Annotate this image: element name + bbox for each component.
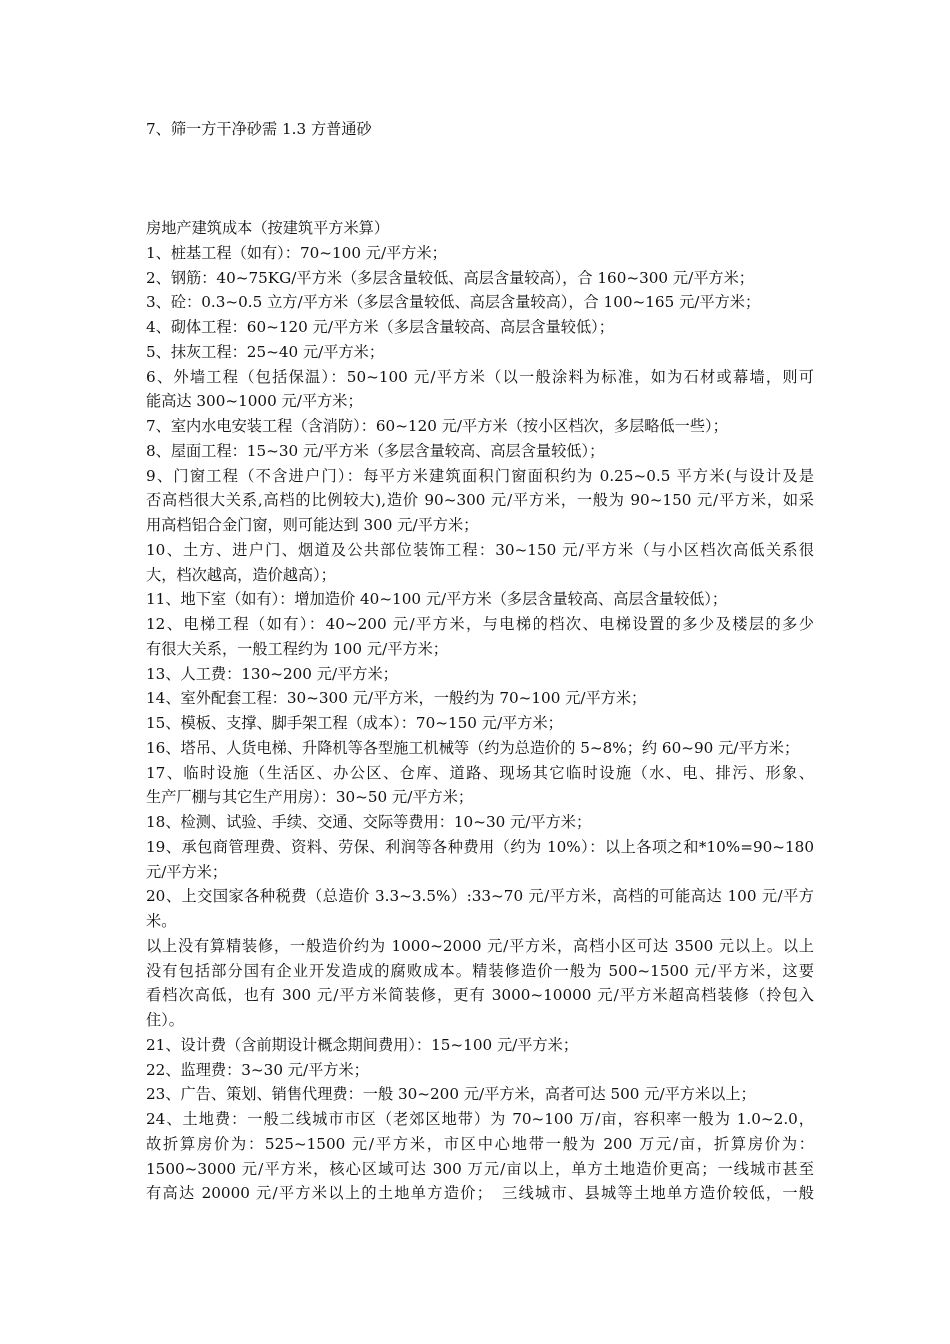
text-line: 6、外墙工程（包括保温）：50~100 元/平方米（以一般涂料为标准，如为石材或幕墙，则可 bbox=[146, 367, 814, 386]
text-line: 21、设计费（含前期设计概念期间费用）：15~100 元/平方米； bbox=[146, 1035, 579, 1054]
text-line: 13、人工费：130~200 元/平方米； bbox=[146, 664, 398, 683]
text-line: 5、抹灰工程：25~40 元/平方米； bbox=[146, 342, 385, 361]
text-line: 元/平方米； bbox=[146, 862, 228, 881]
text-line: 大，档次越高，造价越高）； bbox=[146, 565, 336, 584]
text-line: 以上没有算精装修，一般造价约为 1000~2000 元/平方米，高档小区可达 3500 元以上。以上 bbox=[146, 936, 814, 955]
text-line: 2、钢筋：40~75KG/平方米（多层含量较低、高层含量较高），合 160~300 元/平方米； bbox=[146, 268, 754, 287]
text-line: 1500~3000 元/平方米，核心区域可达 300 万元/亩以上，单方土地造价更高；一线城市甚至 bbox=[146, 1159, 814, 1178]
text-line: 9、门窗工程（不含进户门）：每平方米建筑面积门窗面积约为 0.25~0.5 平方米(与设计及是 bbox=[146, 466, 814, 485]
text-line: 生产厂棚与其它生产用房）：30~50 元/平方米； bbox=[146, 788, 474, 807]
text-line: 看档次高低，也有 300 元/平方米简装修，更有 3000~10000 元/平方米超高档装修（拎包入 bbox=[146, 986, 814, 1005]
text-line: 12、电梯工程（如有）：40~200 元/平方米，与电梯的档次、电梯设置的多少及楼层的多少 bbox=[146, 615, 814, 633]
text-line: 22、监理费：3~30 元/平方米； bbox=[146, 1060, 369, 1079]
text-line: 10、土方、进户门、烟道及公共部位装饰工程：30~150 元/平方米（与小区档次高低关系很 bbox=[146, 540, 814, 559]
text-line: 4、砌体工程：60~120 元/平方米（多层含量较高、高层含量较低）； bbox=[146, 318, 614, 336]
text-line: 11、地下室（如有）：增加造价 40~100 元/平方米（多层含量较高、高层含量较低）； bbox=[146, 590, 728, 609]
section-title: 房地产建筑成本（按建筑平方米算） bbox=[146, 219, 389, 237]
cost-item-list bbox=[146, 241, 814, 1206]
text-line: 3、砼：0.3~0.5 立方/平方米（多层含量较低、高层含量较高），合 100~165 元/平方米； bbox=[146, 293, 761, 312]
text-line: 24、土地费：一般二线城市市区（老郊区地带）为 70~100 万/亩，容积率一般为 1.0~2.0， bbox=[146, 1110, 814, 1128]
cost-section bbox=[146, 216, 814, 1206]
text-line: 19、承包商管理费、资料、劳保、利润等各种费用（约为 10%）：以上各项之和*10%=90~180 bbox=[146, 837, 814, 856]
text-line: 1、桩基工程（如有）：70~100 元/平方米； bbox=[146, 243, 447, 262]
text-line: 住）。 bbox=[146, 1011, 184, 1029]
text-line: 有很大关系，一般工程约为 100 元/平方米； bbox=[146, 639, 448, 658]
text-line: 能高达 300~1000 元/平方米； bbox=[146, 392, 363, 411]
text-line: 20、上交国家各种税费（总造价 3.3~3.5%）:33~70 元/平方米，高档的可能高达 100 元/平方 bbox=[146, 887, 814, 906]
text-line: 米。 bbox=[146, 912, 177, 930]
text-line: 15、模板、支撑、脚手架工程（成本）：70~150 元/平方米； bbox=[146, 714, 563, 732]
text-line: 8、屋面工程：15~30 元/平方米（多层含量较高、高层含量较低）； bbox=[146, 441, 605, 460]
text-line: 7、室内水电安装工程（含消防）：60~120 元/平方米（按小区档次，多层略低一些）； bbox=[146, 417, 728, 435]
text-line: 16、塔吊、人货电梯、升降机等各型施工机械等（约为总造价的 5~8%；约 60~90 元/平方米； bbox=[146, 738, 800, 757]
top-note: 7、筛一方干净砂需 1.3 方普通砂 bbox=[146, 120, 372, 138]
text-line: 18、检测、试验、手续、交通、交际等费用：10~30 元/平方米； bbox=[146, 813, 592, 831]
text-line: 17、临时设施（生活区、办公区、仓库、道路、现场其它临时设施（水、电、排污、形象、 bbox=[146, 763, 814, 782]
text-line: 有高达 20000 元/平方米以上的土地单方造价； 三线城市、县城等土地单方造价较低，一般 bbox=[146, 1184, 814, 1203]
text-line: 否高档很大关系,高档的比例较大),造价 90~300 元/平方米，一般为 90~150 元/平方米，如采 bbox=[146, 491, 814, 510]
text-line: 14、室外配套工程：30~300 元/平方米，一般约为 70~100 元/平方米； bbox=[146, 689, 647, 708]
text-line: 用高档铝合金门窗，则可能达到 300 元/平方米； bbox=[146, 516, 479, 534]
text-line: 故折算房价为：525~1500 元/平方米，市区中心地带一般为 200 万元/亩，折算房价为： bbox=[146, 1134, 814, 1153]
text-line: 23、广告、策划、销售代理费：一般 30~200 元/平方米，高者可达 500 元/平方米以上； bbox=[146, 1085, 756, 1104]
text-line: 没有包括部分国有企业开发造成的腐败成本。精装修造价一般为 500~1500 元/平方米，这要 bbox=[146, 961, 814, 980]
